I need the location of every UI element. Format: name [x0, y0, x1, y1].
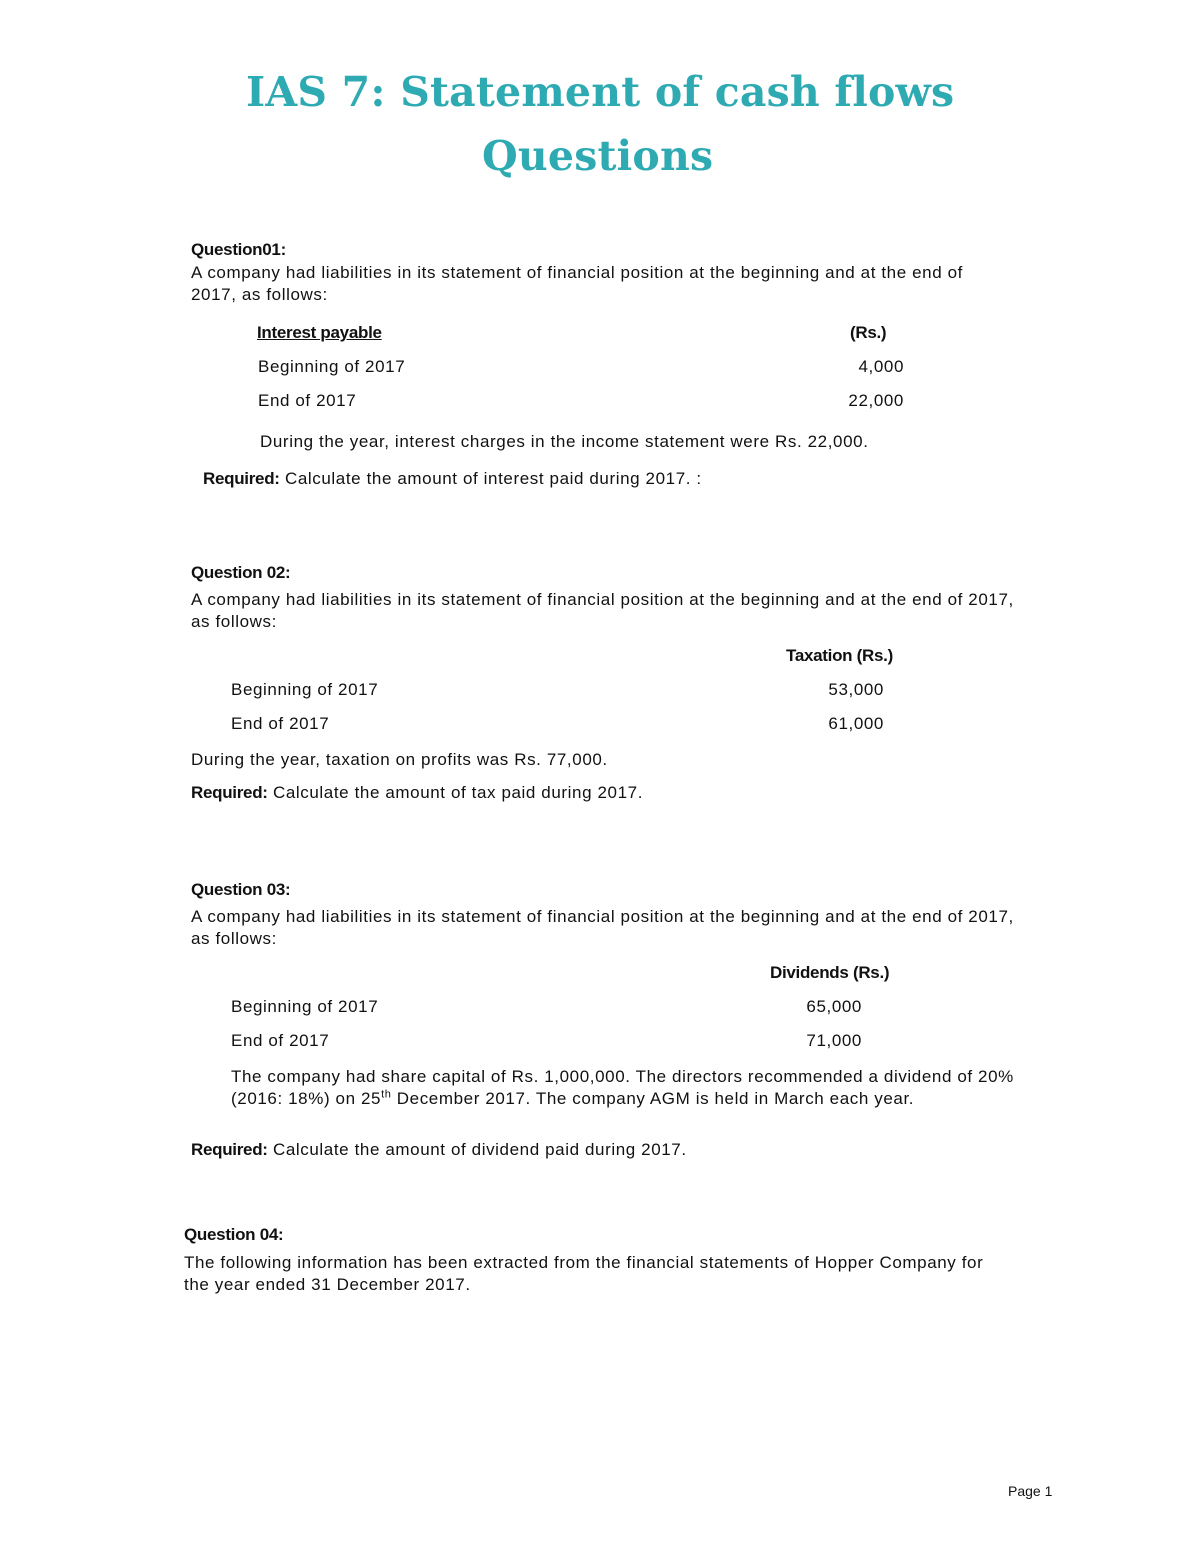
- page-number: Page 1: [1008, 1483, 1053, 1499]
- q2-row-end-value: 61,000: [828, 714, 884, 733]
- question-01-intro: A company had liabilities in its statement of financial position at the beginning and at the end of 2017, as follows:: [191, 263, 963, 304]
- q3-column-header: Dividends (Rs.): [770, 963, 890, 982]
- question-03-intro: A company had liabilities in its statement of financial position at the beginning and at the end of 2017, as follows:: [191, 907, 1014, 948]
- q3-note-part2: December 2017. The company AGM is held in March each year.: [391, 1089, 915, 1108]
- q1-required-label: Required:: [203, 469, 280, 488]
- q1-row-beginning-value: 4,000: [858, 357, 904, 376]
- q2-required-text: Calculate the amount of tax paid during 2017.: [272, 783, 644, 802]
- document-title-line1: IAS 7: Statement of cash flows: [246, 68, 955, 116]
- question-02-intro: A company had liabilities in its statement of financial position at the beginning and at the end of 2017, as follows:: [191, 590, 1014, 631]
- q3-required-text: Calculate the amount of dividend paid during 2017.: [272, 1140, 687, 1159]
- q3-row-beginning-label: Beginning of 2017: [231, 997, 379, 1016]
- q1-row-end-label: End of 2017: [258, 391, 357, 410]
- q1-column-header-label: Interest payable: [257, 323, 382, 342]
- question-04-intro: The following information has been extracted from the financial statements of Hopper Company for the year ended 31 December 2017.: [184, 1253, 984, 1294]
- q3-note-superscript: th: [381, 1088, 392, 1101]
- q2-row-beginning-value: 53,000: [828, 680, 884, 699]
- q3-required-label: Required:: [191, 1140, 268, 1159]
- question-04-heading: Question 04:: [184, 1225, 284, 1244]
- document-title-line2: Questions: [482, 132, 714, 180]
- question-02-heading: Question 02:: [191, 563, 291, 582]
- question-03-heading: Question 03:: [191, 880, 291, 899]
- q2-row-end-label: End of 2017: [231, 714, 330, 733]
- q3-row-beginning-value: 65,000: [806, 997, 862, 1016]
- q3-row-end-value: 71,000: [806, 1031, 862, 1050]
- q3-required: [191, 1139, 687, 1161]
- q1-note: During the year, interest charges in the income statement were Rs. 22,000.: [260, 432, 869, 451]
- q2-required-label: Required:: [191, 783, 268, 802]
- q1-required-text: Calculate the amount of interest paid during 2017. :: [284, 469, 702, 488]
- q2-required: [191, 782, 643, 804]
- q3-note: [231, 1066, 1031, 1110]
- q2-row-beginning-label: Beginning of 2017: [231, 680, 379, 699]
- q1-column-header-unit: (Rs.): [850, 323, 887, 342]
- q1-required: [203, 468, 702, 490]
- q2-column-header: Taxation (Rs.): [786, 646, 893, 665]
- q1-row-end-value: 22,000: [848, 391, 904, 410]
- q3-note-part1: The company had share capital of Rs. 1,000,000. The directors recommended a dividend of 20% (2016: 18%) on 25: [231, 1067, 1014, 1108]
- q3-row-end-label: End of 2017: [231, 1031, 330, 1050]
- question-01-heading: Question01:: [191, 240, 286, 259]
- q2-note: During the year, taxation on profits was Rs. 77,000.: [191, 750, 608, 769]
- q1-row-beginning-label: Beginning of 2017: [258, 357, 406, 376]
